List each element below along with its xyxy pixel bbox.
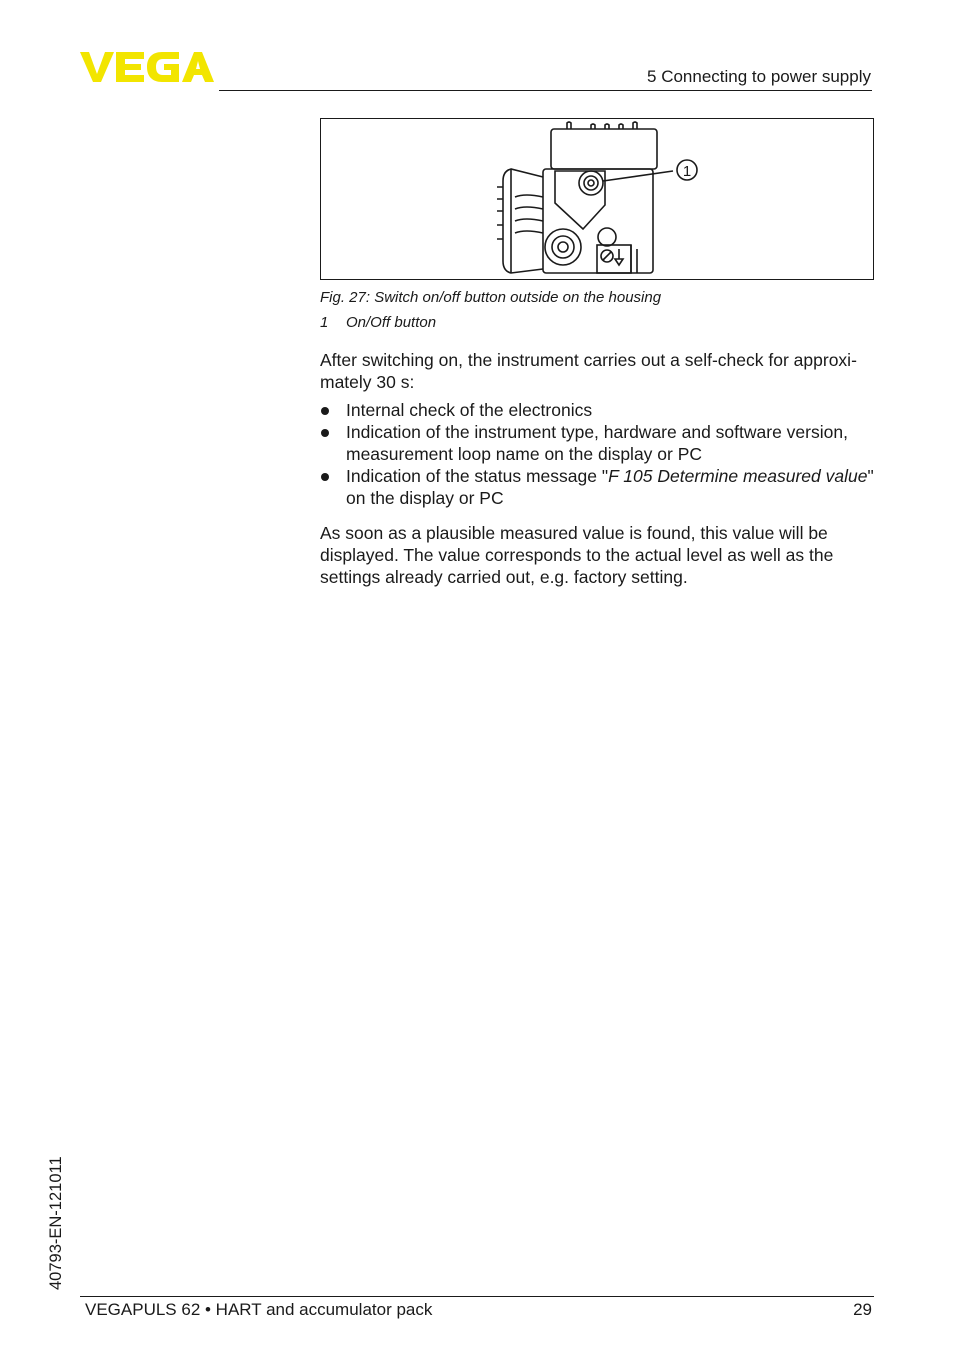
list-item: Internal check of the electronics [320,399,876,421]
header-divider [219,90,872,91]
callout-number: 1 [682,163,692,180]
page-number: 29 [853,1300,872,1319]
section-title: 5 Connecting to power supply [647,67,871,86]
self-check-list [320,399,876,509]
legend-label: On/Off button [346,314,437,331]
paragraph-self-check: After switching on, the instrument carries out a self-check for approxi-mately 30 s: [320,350,857,392]
list-item: Indication of the status message "F 105 Determine measured value" on the display or PC [320,465,876,509]
figure-caption: Fig. 27: Switch on/off button outside on the housing [320,289,662,306]
footer-product-name: VEGAPULS 62 • HART and accumulator pack [85,1300,433,1319]
footer-divider [80,1296,874,1297]
list-item: Indication of the instrument type, hardware and software version, measurement loop name on the display or PC [320,421,876,465]
figure-housing-drawing [320,118,874,280]
paragraph-measured-value: As soon as a plausible measured value is found, this value will be displayed. The value corresponds to the actual level as well as the settings already carried out, e.g. factory setting. [320,523,834,587]
vega-logo [80,50,214,84]
legend-number: 1 [320,314,329,331]
document-code: 40793-EN-121011 [47,1156,65,1290]
housing-illustration [321,119,875,281]
figure-legend [320,314,436,331]
